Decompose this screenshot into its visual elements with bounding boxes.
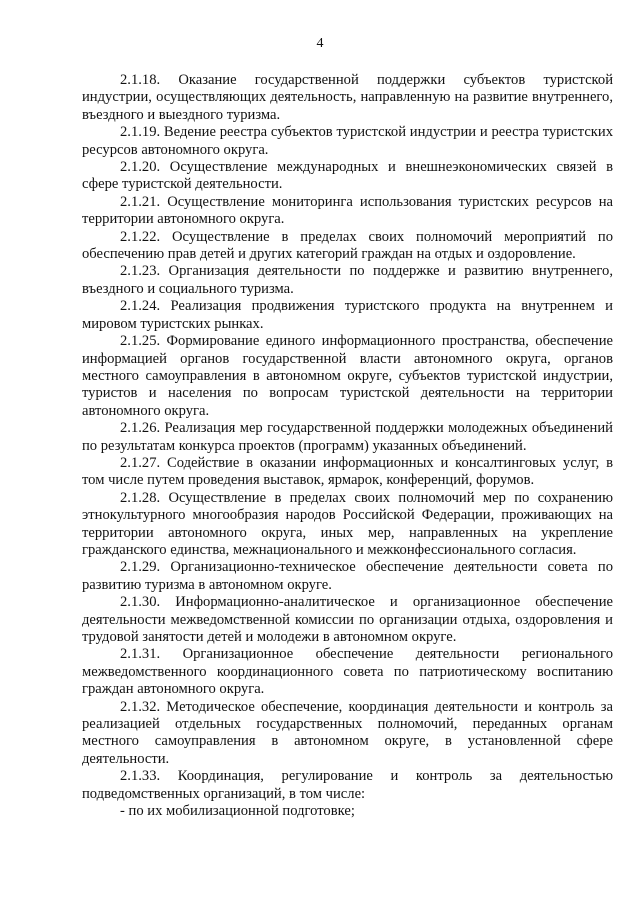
document-body [82,72,613,820]
list-item: - по их мобилизационной подготовке; [120,803,355,820]
paragraph-2-1-20: 2.1.20. Осуществление международных и внешнеэкономических связей в сфере туристской деятельности. [82,159,613,193]
paragraph-2-1-21: 2.1.21. Осуществление мониторинга использования туристских ресурсов на территории автономного округа. [82,193,613,228]
paragraph-2-1-26: 2.1.26. Реализация мер государственной поддержки молодежных объединений по результатам конкурса проектов (программ) указанных объединений. [82,420,613,454]
paragraph-2-1-30: 2.1.30. Информационно-аналитическое и организационное обеспечение деятельности межведомственной комиссии по организации отдыха, оздоровления и трудовой занятости детей и молодежи в автономном округе. [82,594,613,645]
paragraph-2-1-25: 2.1.25. Формирование единого информационного пространства, обеспечение информацией органов государственной власти автономного округа, органов местного самоуправления в автономном округе, субъектов туристской индустрии, туристов и населения по вопросам туристской деятельности на территории автономного округа. [82,333,613,419]
paragraph-2-1-23: 2.1.23. Организация деятельности по поддержке и развитию внутреннего, въездного и социального туризма. [82,263,613,297]
paragraph-2-1-22: 2.1.22. Осуществление в пределах своих полномочий мероприятий по обеспечению прав детей и других категорий граждан на отдых и оздоровление. [82,228,613,263]
paragraph-2-1-31: 2.1.31. Организационное обеспечение деятельности регионального межведомственного координационного совета по патриотическому воспитанию граждан автономного округа. [82,646,613,698]
page-number: 4 [316,36,324,51]
paragraph-2-1-24: 2.1.24. Реализация продвижения туристского продукта на внутреннем и мировом туристских рынках. [82,298,613,332]
paragraph-2-1-18: 2.1.18. Оказание государственной поддержки субъектов туристской индустрии, осуществляющих деятельность, направленную на развитие внутреннего, въездного и выездного туризма. [82,72,613,123]
paragraph-2-1-19: 2.1.19. Ведение реестра субъектов туристской индустрии и реестра туристских ресурсов автономного округа. [82,124,613,158]
paragraph-2-1-33: 2.1.33. Координация, регулирование и контроль за деятельностью подведомственных организаций, в том числе: [82,768,613,802]
paragraph-2-1-27: 2.1.27. Содействие в оказании информационных и консалтинговых услуг, в том числе путем проведения выставок, ярмарок, конференций, форумов. [82,454,613,489]
paragraph-2-1-32: 2.1.32. Методическое обеспечение, координация деятельности и контроль за реализацией отдельных государственных полномочий, переданных органам местного самоуправления в автономном округе, в установленной сфере деятельности. [82,698,613,767]
paragraph-2-1-29: 2.1.29. Организационно-техническое обеспечение деятельности совета по развитию туризма в автономном округе. [82,559,613,593]
paragraph-2-1-28: 2.1.28. Осуществление в пределах своих полномочий мер по сохранению этнокультурного многообразия народов Российской Федерации, проживающих на территории автономного округа, иных мер, направленных на укрепление гражданского единства, межнационального и межконфессионального согласия. [82,489,613,558]
